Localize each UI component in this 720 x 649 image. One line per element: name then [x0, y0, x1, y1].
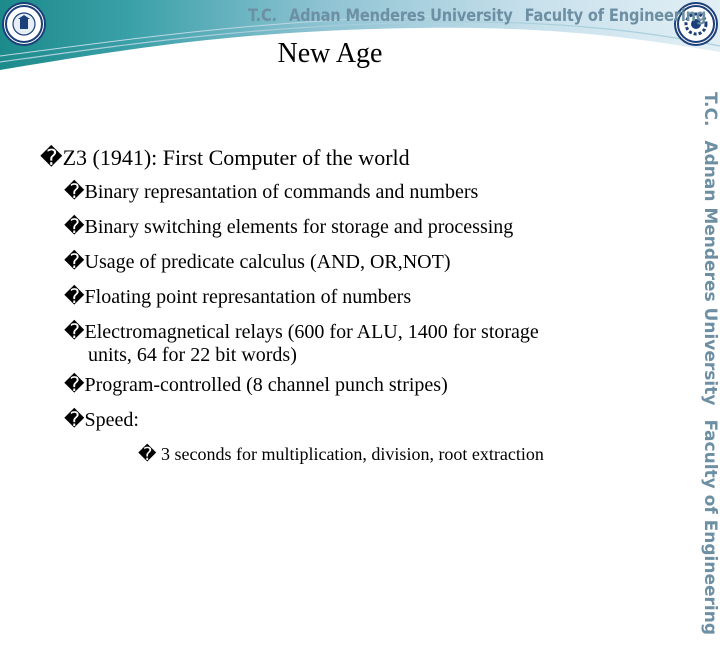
sub-point-text: Binary switching elements for storage and processing: [84, 216, 514, 238]
bullet-marker: �: [64, 319, 85, 343]
sub-point-text: Floating point represantation of numbers: [84, 286, 412, 308]
speed-detail-text: 3 seconds for multiplication, division, root extraction: [160, 444, 544, 464]
bullet-marker: �: [64, 214, 85, 238]
side-institution-text: [700, 92, 720, 649]
bullet-marker: �: [64, 179, 85, 203]
bullet-marker: �: [64, 249, 85, 273]
sub-point-text: Program-controlled (8 channel punch stripes): [84, 374, 448, 396]
bullet-marker: �: [138, 444, 157, 465]
sub-point-text: Usage of predicate calculus (AND, OR,NOT): [84, 251, 451, 273]
sub-point-text: Binary represantation of commands and numbers: [84, 181, 479, 203]
sub-point-text: Electromagnetical relays (600 for ALU, 1400 for storage: [84, 321, 539, 343]
speed-detail-item: [40, 437, 680, 472]
main-point-text: Z3 (1941): First Computer of the world: [62, 145, 410, 170]
side-tc: T.C.: [700, 92, 720, 127]
sub-point-text: Speed:: [84, 409, 139, 431]
bullet-marker: �: [64, 372, 85, 396]
sub-bullet-item: [40, 209, 680, 244]
sub-bullet-item: [40, 244, 680, 279]
sub-point-continuation: units, 64 for 22 bit words): [88, 344, 297, 366]
main-bullet-item: [40, 143, 680, 174]
header-tc: T.C.: [248, 6, 277, 26]
bullet-marker: �: [64, 284, 85, 308]
side-university: Adnan Menderes University: [700, 140, 720, 406]
sub-bullet-item: [40, 402, 680, 437]
slide-content: [40, 143, 680, 472]
header-university: Adnan Menderes University: [288, 6, 513, 26]
sub-bullet-item: [40, 367, 680, 402]
header-institution-text: [248, 6, 718, 30]
sub-bullet-item: [40, 279, 680, 314]
bullet-marker: �: [40, 146, 63, 171]
bullet-marker: �: [64, 407, 85, 431]
header-faculty: Faculty of Engineering: [524, 6, 707, 26]
side-faculty: Faculty of Engineering: [700, 419, 720, 636]
sub-bullet-item: [40, 174, 680, 209]
slide-title: New Age: [277, 38, 383, 69]
